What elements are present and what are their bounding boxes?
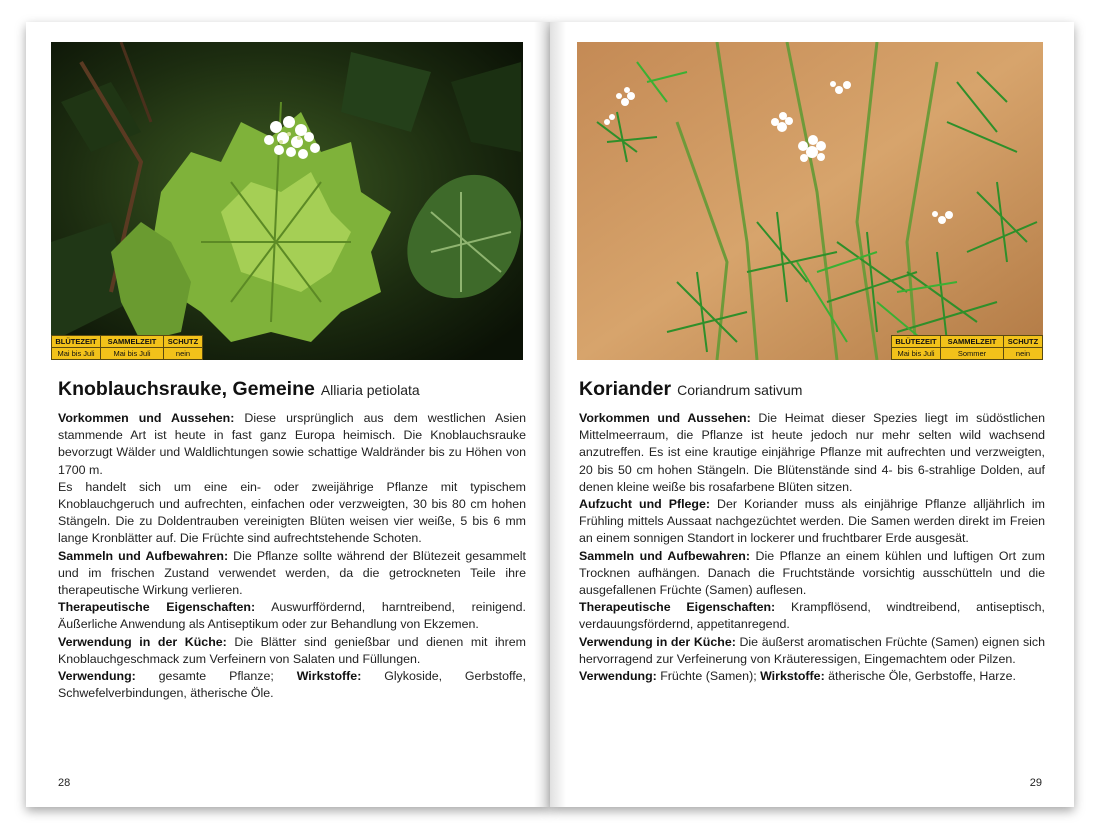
header-sammelzeit: SAMMELZEIT	[101, 336, 164, 348]
gutter-shadow	[534, 22, 550, 807]
right-page	[550, 22, 1074, 807]
value-sammelzeit: Mai bis Juli	[101, 348, 164, 360]
section-label: Sammeln und Aufbewahren:	[579, 548, 751, 563]
paragraph-kitchen	[579, 634, 1045, 668]
header-schutz: SCHUTZ	[1004, 336, 1043, 348]
section-text: Auswurffördernd, harntreibend, reinigend. Äußerliche Anwendung als Antiseptikum oder zur Behandlung von Ekzemen.	[58, 600, 526, 632]
paragraph-usage	[579, 668, 1045, 685]
section-label: Therapeutische Eigenschaften:	[58, 600, 256, 615]
paragraph-kitchen	[58, 634, 526, 668]
value-sammelzeit: Sommer	[941, 348, 1004, 360]
section-label: Therapeutische Eigenschaften:	[579, 600, 776, 615]
section-text: Die Heimat dieser Spezies liegt im südöstlichen Mittelmeerraum, die Pflanze ist heute jedoch nur mehr selten wild wachsend anzutreffen. Es ist eine krautige einjährige Pflanze mit aufrechten und verzweigten, 20 bis 50 cm hohen Stängeln. Die Blütenstände sind 4- bis 6-strahlige Dolden, auf denen kleine weiße bis rosafarbene Blüten sitzen.	[579, 411, 1046, 494]
section-label: Vorkommen und Aussehen:	[579, 411, 751, 425]
value-schutz: nein	[164, 348, 203, 360]
section-label: Aufzucht und Pflege:	[579, 497, 711, 512]
common-name: Koriander	[579, 378, 672, 400]
section-label: Verwendung:	[579, 669, 657, 684]
plant-title	[58, 378, 420, 401]
section-text: Die Pflanze sollte während der Blütezeit gesammelt und im frischen Zustand verwendet werden, da die getrockneten Teile ihre therapeutische Wirkung verlieren.	[58, 548, 526, 598]
header-schutz: SCHUTZ	[164, 336, 203, 348]
section-text: Diese ursprünglich aus dem westlichen Asien stammende Art ist heute in fast ganz Europa heimisch. Die Knoblauchsrauke bevorzugt Wälder und Waldlichtungen sowie schattige Waldränder bis zu Höhen von 1700 m.	[58, 411, 526, 477]
value-schutz: nein	[1004, 348, 1043, 360]
latin-name: Coriandrum sativum	[677, 382, 803, 398]
paragraph-cultivation	[579, 496, 1045, 548]
page-number: 29	[1029, 777, 1042, 789]
section-text: Die Pflanze an einem kühlen und luftigen Ort zum Trocknen aufhängen. Danach die Fruchtstände vorsichtig ausschütteln und die ausgefallenen Früchte (Samen) auflesen.	[579, 548, 1045, 598]
section-label: Vorkommen und Aussehen:	[58, 411, 235, 425]
section-text: Früchte (Samen);	[656, 669, 761, 684]
section-text: Krampflösend, windtreibend, antiseptisch, verdauungsfördernd, appetitanregend.	[579, 600, 1046, 632]
paragraph-therapeutic	[579, 599, 1045, 633]
section-label: Sammeln und Aufbewahren:	[58, 548, 229, 563]
section-text: gesamte Pflanze;	[135, 669, 297, 684]
section-label: Verwendung:	[58, 669, 136, 684]
paragraph-occurrence	[58, 410, 526, 479]
section-text: Die äußerst aromatischen Früchte (Samen) eignen sich hervorragend zur Verfeinerung von Kräuteressigen, Eingemachtem oder Pilzen.	[579, 634, 1045, 666]
garlic-mustard-photo	[51, 42, 523, 360]
header-bluetezeit: BLÜTEZEIT	[52, 336, 101, 348]
section-text: Der Koriander muss als einjährige Pflanze alljährlich im Frühling mittels Aussaat nachgezüchtet werden. Die Samen werden direkt im Freien an einem sonnigen Standort in lockerer und fruchtbarer Erde ausgesät.	[579, 497, 1045, 546]
section-label: Verwendung in der Küche:	[579, 634, 736, 649]
latin-name: Alliaria petiolata	[320, 382, 420, 398]
section-label: Wirkstoffe:	[296, 669, 362, 684]
garlic-mustard-illustration	[51, 42, 523, 360]
plant-description	[58, 410, 526, 702]
paragraph-description	[58, 479, 526, 548]
section-text: Die Blätter sind genießbar und dienen mit ihrem Knoblauchgeschmack zum Verfeinern von Salaten und Füllungen.	[58, 634, 526, 666]
coriander-photo	[577, 42, 1043, 360]
coriander-illustration	[577, 42, 1043, 360]
section-text: ätherische Öle, Gerbstoffe, Harze.	[824, 669, 1016, 684]
value-bluetezeit: Mai bis Juli	[52, 348, 101, 360]
info-table	[891, 335, 1043, 360]
section-text: Glykoside, Gerbstoffe, Schwefelverbindungen, ätherische Öle.	[58, 669, 526, 701]
left-page	[26, 22, 550, 807]
value-bluetezeit: Mai bis Juli	[892, 348, 941, 360]
section-label: Wirkstoffe:	[760, 669, 825, 684]
section-label: Verwendung in der Küche:	[58, 634, 227, 649]
paragraph-collecting	[579, 548, 1045, 600]
paragraph-collecting	[58, 548, 526, 600]
paragraph-usage	[58, 668, 526, 702]
header-bluetezeit: BLÜTEZEIT	[892, 336, 941, 348]
header-sammelzeit: SAMMELZEIT	[941, 336, 1004, 348]
paragraph-occurrence	[579, 410, 1045, 496]
page-number: 28	[58, 777, 71, 789]
paragraph-therapeutic	[58, 599, 526, 633]
gutter-shadow	[550, 22, 566, 807]
plant-description	[579, 410, 1045, 685]
section-text: Es handelt sich um eine ein- oder zweijährige Pflanze mit typischem Knoblauchgeruch und aufrechten, einfachen oder verzweigten, 30 bis 80 cm hohen Stängeln. Die zu Doldentrauben vereinigten Blüten weisen vier weiße, 5 bis 6 mm lange Kronblätter auf. Die Früchte sind aufrechtstehende Schoten.	[58, 479, 526, 546]
common-name: Knoblauchsrauke, Gemeine	[58, 378, 315, 400]
plant-title	[579, 378, 802, 401]
info-table	[51, 335, 203, 360]
